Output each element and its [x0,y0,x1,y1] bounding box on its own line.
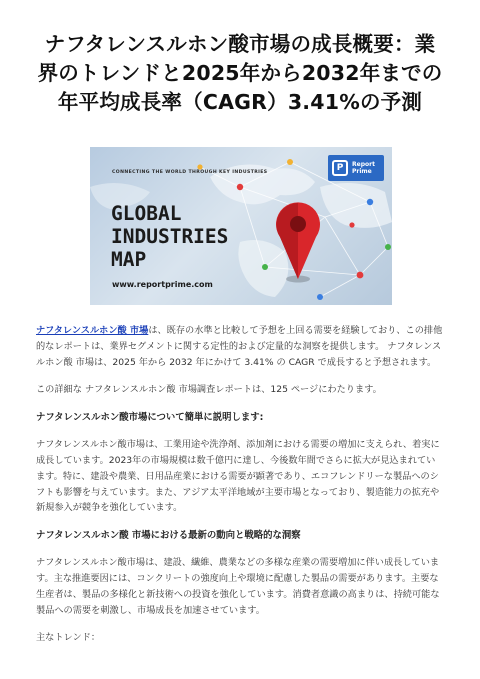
intro-paragraph [36,323,444,370]
section-heading-overview: ナフタレンスルホン酸市場について簡単に説明します: [36,412,264,424]
logo-text-line: Report [352,161,375,168]
banner-url: www.reportprime.com [112,280,213,289]
page-title: ナフタレンスルホン酸市場の成長概要：業界のトレンドと2025年から2032年までの年平均成長率（CAGR）3.41%の予測 [37,32,443,114]
banner-heading-line: INDUSTRIES [111,225,229,248]
page-count-paragraph: この詳細な ナフタレンスルホン酸 市場調査レポートは、125 ページにわたります。 [36,384,382,396]
overview-paragraph: ナフタレンスルホン酸市場は、工業用途や洗浄剤、添加剤における需要の増加に支えられ、着実に成長しています。2023年の市場規模は数千億円に達し、今後数年間でさらに拡大が見込まれています。特に、建設や農業、日用品産業における需要が顕著であり、エコフレンドリーな製品へのシフトも影響を与えています。また、アジア太平洋地域が主要市場となっており、製造能力の拡充や新規参入が競争を強化しています。 [36,439,440,514]
logo-mark-icon: P [332,160,348,176]
banner-heading-line: GLOBAL [111,202,182,225]
key-trends-label: 主なトレンド： [36,632,101,644]
article-body [36,323,444,646]
trends-paragraph: ナフタレンスルホン酸市場は、建設、繊維、農業などの多様な産業の需要増加に伴い成長しています。主な推進要因には、コンクリートの強度向上や環境に配慮した製品の需要があります。主要な生産者は、製品の多様化と新技術への投資を強化しています。消費者意識の高まりは、持続可能な製品への需要を刺激し、市場成長を加速させています。 [36,557,440,616]
intro-text: は、既存の水準と比較して予想を上回る需要を経験しており、この排他的なレポートは、業界セグメントに関する定性的および定量的な洞察を提供します。 ナフタレンスルホン酸 市場は、2025 年から 2032 年にかけて 3.41% の CAGR で成長すると予想されます。 [36,325,443,368]
banner-heading-line: MAP [111,248,147,271]
global-industries-map-banner [90,147,392,305]
document-page [0,30,480,679]
banner-tagline: CONNECTING THE WORLD THROUGH KEY INDUSTRIES [112,170,268,175]
report-prime-logo [328,155,384,181]
banner-heading [111,202,228,271]
logo-text-line: Prime [352,168,372,175]
logo-text [352,161,375,175]
market-link[interactable]: ナフタレンスルホン酸 市場 [36,325,149,336]
section-heading-trends: ナフタレンスルホン酸 市場における最新の動向と戦略的な洞察 [36,530,301,542]
